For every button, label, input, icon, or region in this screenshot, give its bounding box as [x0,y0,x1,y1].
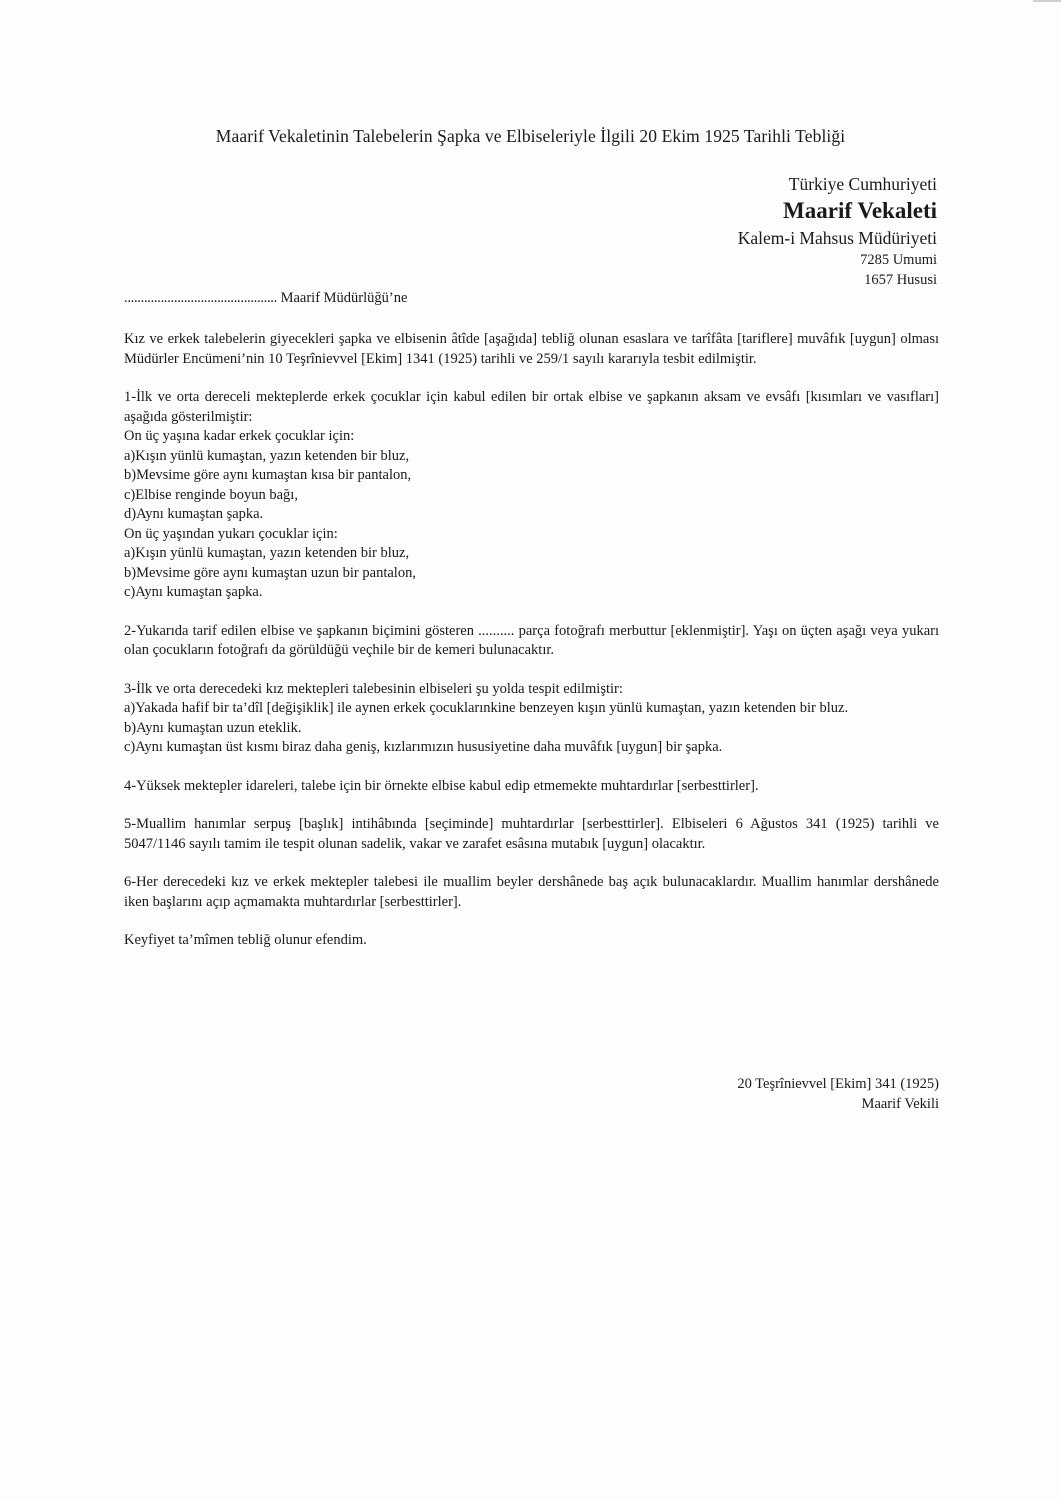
letterhead-number-general: 7285 Umumi [860,252,937,268]
section-1-group1-item-c: c)Elbise renginde boyun bağı, [124,486,298,503]
section-2: 2-Yukarıda tarif edilen elbise ve şapkanın biçimini gösteren .......... parça fotoğrafı merbuttur [eklenmiştir]. Yaşı on üçten aşağı veya yukarı olan çocukların fotoğrafı da görüldüğü veçhile bir de kemeri bulunacaktır. [124,622,939,658]
section-3 [124,680,939,758]
section-4: 4-Yüksek mektepler idareleri, talebe için bir örnekte elbise kabul edip etmemekte muhtardırlar [serbesttirler]. [124,777,759,794]
letterhead [537,172,937,290]
section-6: 6-Her derecedeki kız ve erkek mektepler talebesi ile muallim beyler dershânede baş açık bulunacaklardır. Muallim hanımlar dershânede iken başlarını açıp açmamakta muhtardırlar [serbesttirler]. [124,874,939,910]
scan-edge-mark [1033,0,1061,2]
document-title: Maarif Vekaletinin Talebelerin Şapka ve Elbiseleriyle İlgili 20 Ekim 1925 Tarihli Tebliği [215,126,846,146]
addressee-line [124,290,407,307]
section-3-item-b: b)Aynı kumaştan uzun eteklik. [124,719,302,736]
section-1-intro: 1-İlk ve orta dereceli mekteplerde erkek çocuklar için kabul edilen bir ortak elbise ve şapkanın aksam ve evsâfı [kısımları ve vasıfları] aşağıda gösterilmiştir: [124,389,939,425]
section-3-item-c: c)Aynı kumaştan üst kısmı biraz daha geniş, kızlarımızın hususiyetine daha muvâfık [uygun] bir şapka. [124,739,723,755]
letterhead-office: Kalem-i Mahsus Müdüriyeti [737,228,937,248]
letterhead-ministry: Maarif Vekaleti [783,198,937,223]
section-1-group2-item-c: c)Aynı kumaştan şapka. [124,584,263,600]
section-1-group1-item-a: a)Kışın yünlü kumaştan, yazın ketenden bir bluz, [124,447,410,464]
letterhead-number-private: 1657 Hususi [864,272,937,288]
signature-title: Maarif Vekili [861,1096,939,1112]
addressee-blank: .............................................. [124,290,277,306]
section-1-group2-title: On üç yaşından yukarı çocuklar için: [124,525,338,542]
section-3-intro: 3-İlk ve orta derecedeki kız mektepleri talebesinin elbiseleri şu yolda tespit edilmiştir: [124,680,623,697]
section-1 [124,388,939,603]
section-1-group1-title: On üç yaşına kadar erkek çocuklar için: [124,428,355,444]
addressee-text: Maarif Müdürlüğü’ne [280,290,408,306]
section-3-item-a: a)Yakada hafif bir ta’dîl [değişiklik] ile aynen erkek çocuklarınkine benzeyen kışın yünlü kumaştan, yazın ketenden bir bluz. [124,700,849,716]
intro-paragraph: Kız ve erkek talebelerin giyecekleri şapka ve elbisenin âtîde [aşağıda] tebliğ olunan esaslara ve tarîfâta [tariflere] muvâfık [uygun] olması Müdürler Encümeni’nin 10 Teşrînievvel [Ekim] 1341 (1925) tarihli ve 259/1 sayılı kararıyla tesbit edilmiştir. [124,331,939,367]
section-1-group1-item-d: d)Aynı kumaştan şapka. [124,506,264,522]
section-1-group2-item-b: b)Mevsime göre aynı kumaştan uzun bir pantalon, [124,564,416,581]
section-5: 5-Muallim hanımlar serpuş [başlık] intihâbında [seçiminde] muhtardırlar [serbesttirler]. Elbiseleri 6 Ağustos 341 (1925) tarihli ve 5047/1146 sayılı tamim ile tespit olunan sadelik, vakar ve zarafet esâsına mutabık [uygun] olacaktır. [124,816,939,852]
signature-block [737,1074,939,1114]
letterhead-country: Türkiye Cumhuriyeti [788,174,937,194]
closing-line: Keyfiyet ta’mîmen tebliğ olunur efendim. [124,932,367,948]
document-body [124,330,939,970]
section-1-group1-item-b: b)Mevsime göre aynı kumaştan kısa bir pantalon, [124,467,412,483]
section-1-group2-item-a: a)Kışın yünlü kumaştan, yazın ketenden bir bluz, [124,545,410,561]
signature-date: 20 Teşrînievvel [Ekim] 341 (1925) [737,1076,939,1092]
